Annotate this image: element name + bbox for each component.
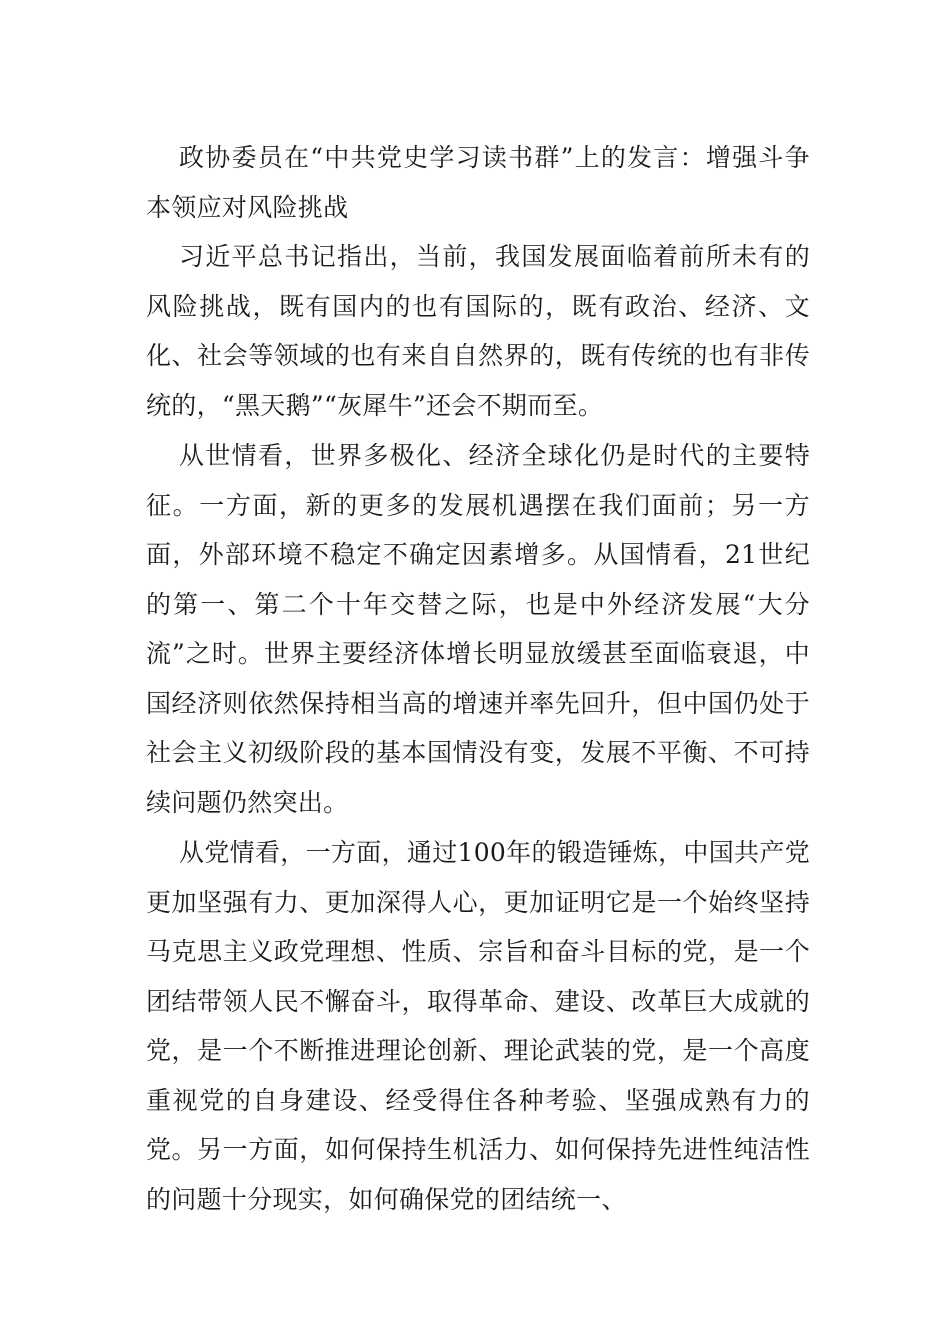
paragraph-1: 习近平总书记指出，当前，我国发展面临着前所未有的风险挑战，既有国内的也有国际的，既有政治、经济、文化、社会等领域的也有来自自然界的，既有传统的也有非传统的，“黑天鹅”“灰犀牛”还会不期而至。 [146,242,810,420]
document-title: 政协委员在“中共党史学习读书群”上的发言：增强斗争本领应对风险挑战 [146,143,810,222]
paragraph-2: 从世情看，世界多极化、经济全球化仍是时代的主要特征。一方面，新的更多的发展机遇摆在我们面前；另一方面，外部环境不稳定不确定因素增多。从国情看，21世纪的第一、第二个十年交替之际，也是中外经济发展“大分流”之时。世界主要经济体增长明显放缓甚至面临衰退，中国经济则依然保持相当高的增速并率先回升，但中国仍处于社会主义初级阶段的基本国情没有变，发展不平衡、不可持续问题仍然突出。 [146,441,810,817]
document-body [146,133,810,1225]
paragraph-3: 从党情看，一方面，通过100年的锻造锤炼，中国共产党更加坚强有力、更加深得人心，更加证明它是一个始终坚持马克思主义政党理想、性质、宗旨和奋斗目标的党，是一个团结带领人民不懈奋斗，取得革命、建设、改革巨大成就的党，是一个不断推进理论创新、理论武装的党，是一个高度重视党的自身建设、经受得住各种考验、坚强成熟有力的党。另一方面，如何保持生机活力、如何保持先进性纯洁性的问题十分现实，如何确保党的团结统一、 [146,838,810,1214]
